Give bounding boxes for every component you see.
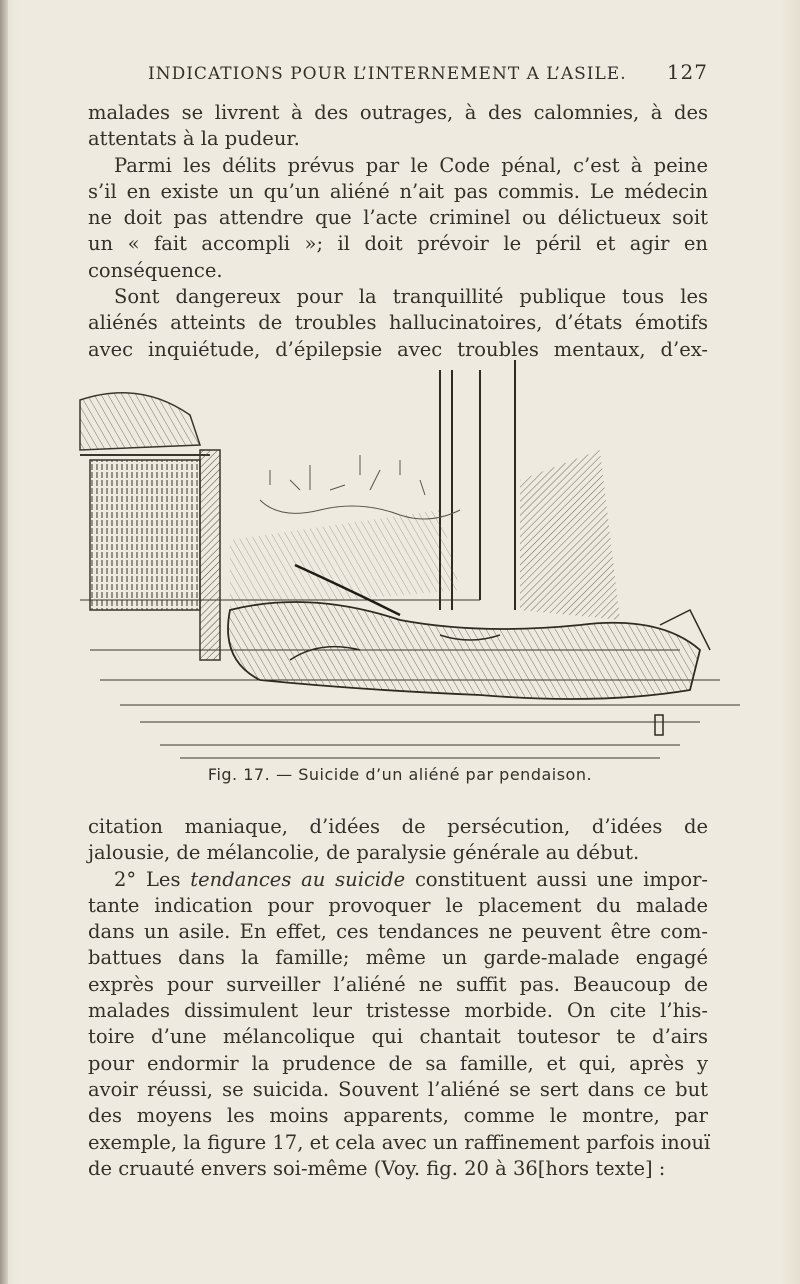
- text-line: dans un asile. En effet, ces tendances ne peuvent être com-: [88, 920, 708, 944]
- book-spine-edge: [0, 0, 8, 1284]
- text-line: tante indication pour provoquer le placement du malade: [88, 893, 708, 917]
- text-line: conséquence.: [88, 258, 223, 282]
- page-number: 127: [666, 60, 708, 84]
- text-block-top: [88, 100, 708, 363]
- text-line: ne doit pas attendre que l’acte criminel ou délictueux soit: [88, 206, 708, 230]
- text-line: Sont dangereux pour la tranquillité publique tous les: [114, 285, 708, 309]
- text-line: pour endormir la prudence de sa famille, et qui, après y: [88, 1051, 708, 1075]
- bed-drawing: [80, 393, 210, 610]
- text-line: attentats à la pudeur.: [88, 127, 300, 151]
- text-line: des moyens les moins apparents, comme le montre, par: [88, 1104, 708, 1128]
- running-header: [88, 60, 708, 90]
- text-line: exemple, la figure 17, et cela avec un raffinement parfois inouï: [88, 1130, 711, 1154]
- text-span: 2° Les: [114, 867, 191, 891]
- text-span: constituent aussi une impor-: [405, 867, 708, 891]
- emphasis-text: tendances au suicide: [190, 867, 406, 891]
- text-block-bottom: [88, 814, 711, 1182]
- text-line: Parmi les délits prévus par le Code pénal, c’est à peine: [114, 153, 708, 177]
- text-line: jalousie, de mélancolie, de paralysie générale au début.: [88, 841, 640, 865]
- figure-body: [228, 602, 710, 699]
- figure-caption: [0, 765, 800, 784]
- text-line: toire d’une mélancolique qui chantait toutesor te d’airs: [88, 1025, 708, 1049]
- figure-label: Fig. 17.: [207, 765, 271, 784]
- text-line: de cruauté envers soi-même (Voy. fig. 20 à 36[hors texte] :: [88, 1156, 666, 1180]
- text-line: aliénés atteints de troubles hallucinatoires, d’états émotifs: [88, 311, 708, 335]
- text-line: citation maniaque, d’idées de persécution, d’idées de: [88, 815, 708, 838]
- text-line-with-emphasis: [88, 867, 708, 893]
- text-line: avoir réussi, se suicida. Souvent l’aliéné se sert dans ce but: [88, 1077, 708, 1101]
- text-line: exprès pour surveiller l’aliéné ne suffit pas. Beaucoup de: [88, 972, 708, 996]
- running-title: INDICATIONS POUR L’INTERNEMENT A L’ASILE.: [148, 64, 627, 84]
- text-line: malades se livrent à des outrages, à des calomnies, à des: [88, 101, 708, 124]
- figure-caption-text: — Suicide d’un aliéné par pendaison.: [276, 765, 593, 784]
- text-line: avec inquiétude, d’épilepsie avec troubles mentaux, d’ex-: [88, 337, 708, 361]
- text-line: un « fait accompli »; il doit prévoir le péril et agir en: [88, 232, 708, 256]
- text-line: battues dans la famille; même un garde-malade engagé: [88, 946, 708, 970]
- engraving-illustration: [60, 360, 750, 760]
- text-line: malades dissimulent leur tristesse morbide. On cite l’his-: [88, 999, 708, 1023]
- text-line: s’il en existe un qu’un aliéné n’ait pas commis. Le médecin: [88, 179, 708, 203]
